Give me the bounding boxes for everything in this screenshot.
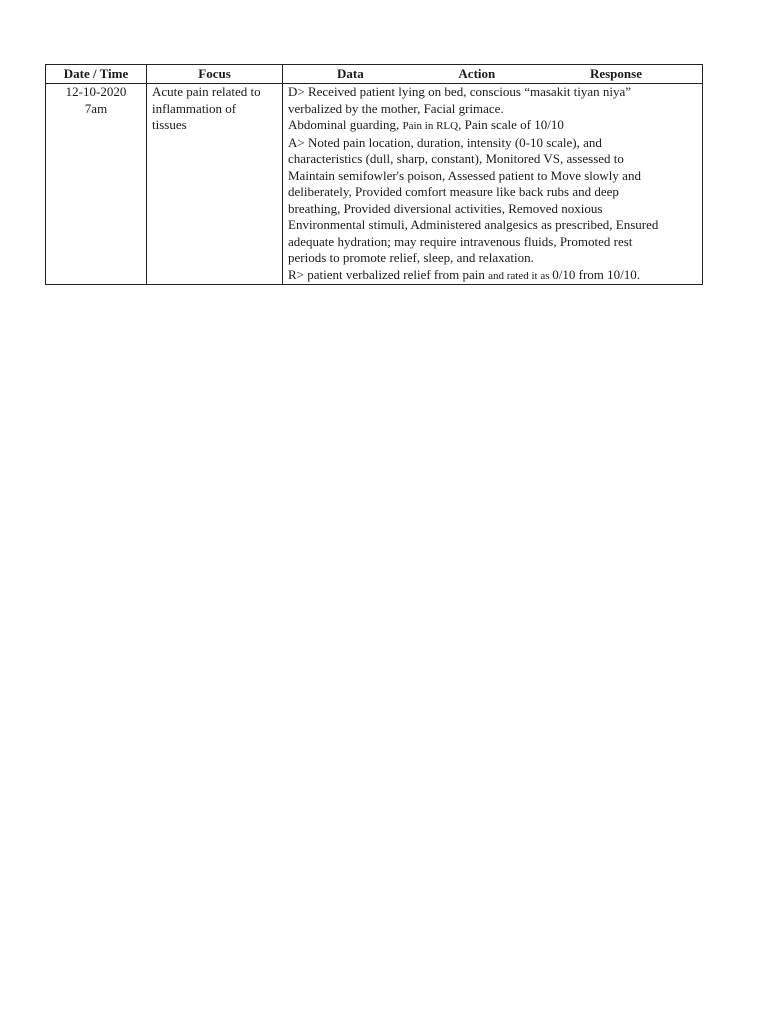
response-text: 0/10 from 10/10.	[552, 266, 640, 282]
focus-line: Acute pain related to	[152, 84, 261, 99]
header-action: Action	[458, 66, 496, 81]
action-line: Environmental stimuli, Administered analgesics as prescribed, Ensured	[288, 217, 659, 232]
focus-line: inflammation of	[152, 100, 237, 116]
cell-notes	[283, 84, 703, 285]
action-line: Maintain semifowler's poison, Assessed patient to Move slowly and	[288, 167, 641, 183]
focus-line: tissues	[152, 117, 187, 132]
data-text: , Pain scale of 10/10	[458, 117, 564, 132]
data-text: Abdominal guarding,	[288, 117, 403, 132]
response-text-small: and rated it as	[488, 269, 553, 282]
cell-datetime	[46, 84, 147, 285]
data-line: verbalized by the mother, Facial grimace.	[288, 100, 504, 116]
header-datetime: Date / Time	[46, 65, 147, 84]
fdar-table	[45, 64, 703, 285]
action-line: periods to promote relief, sleep, and relaxation.	[288, 250, 534, 265]
table-row	[46, 84, 703, 285]
action-line: characteristics (dull, sharp, constant), Monitored VS, assessed to	[288, 151, 624, 166]
header-focus: Focus	[147, 65, 283, 84]
header-data: Data	[337, 66, 364, 81]
nursing-note-page	[45, 64, 702, 285]
cell-focus	[147, 84, 283, 285]
header-row	[46, 65, 703, 84]
action-line: A> Noted pain location, duration, intensity (0-10 scale), and	[288, 134, 602, 150]
data-line: D> Received patient lying on bed, conscious “masakit tiyan niya”	[288, 84, 632, 99]
header-data-action-response	[283, 65, 703, 84]
response-line	[288, 267, 697, 285]
response-text: R> patient verbalized relief from pain	[288, 266, 489, 282]
entry-date: 12-10-2020	[65, 84, 127, 99]
header-response: Response	[589, 66, 642, 81]
data-text-small: Pain in RLQ	[402, 120, 459, 132]
action-line: breathing, Provided diversional activities, Removed noxious	[288, 200, 603, 216]
entry-time: 7am	[84, 100, 108, 116]
action-line: adequate hydration; may require intravenous fluids, Promoted rest	[288, 233, 633, 249]
action-line: deliberately, Provided comfort measure like back rubs and deep	[288, 184, 619, 199]
data-line	[288, 117, 697, 135]
